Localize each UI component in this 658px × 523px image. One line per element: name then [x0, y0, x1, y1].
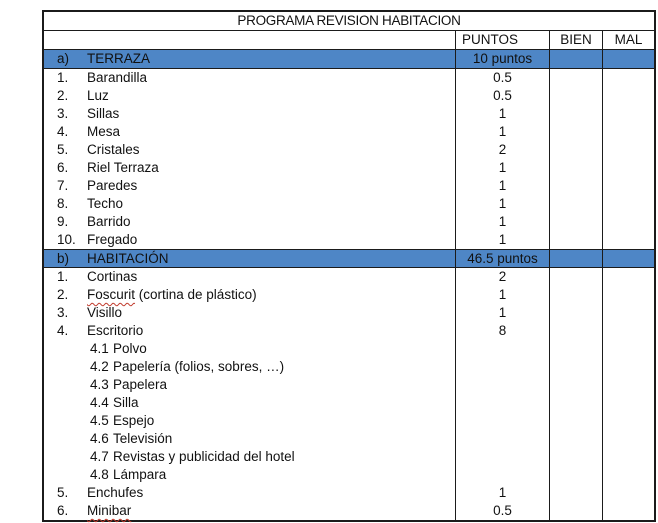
table-row [44, 69, 654, 87]
item-bien-cell[interactable] [549, 502, 602, 520]
item-cell [44, 322, 455, 340]
item-number: 6. [57, 503, 69, 518]
table-row [44, 141, 654, 159]
item-number: 10. [57, 232, 76, 247]
misspelled-word: Minibar [87, 503, 132, 518]
table-row [44, 213, 654, 231]
table-row [44, 502, 654, 520]
item-number: 4. [57, 124, 69, 139]
header-bien: BIEN [549, 31, 602, 49]
item-puntos [455, 466, 549, 484]
table-row [44, 394, 654, 412]
table-title-row [44, 12, 654, 31]
item-mal-cell[interactable] [602, 448, 654, 466]
table-row [44, 304, 654, 322]
item-puntos: 1 [455, 484, 549, 502]
item-puntos [455, 394, 549, 412]
item-label: Papelería (folios, sobres, …) [113, 359, 285, 374]
table-row [44, 87, 654, 105]
item-label: Espejo [113, 413, 155, 428]
item-puntos: 2 [455, 141, 549, 159]
item-number: 2. [57, 88, 69, 103]
item-bien-cell[interactable] [549, 358, 602, 376]
table-row [44, 286, 654, 304]
item-number: 1. [57, 269, 69, 284]
item-number: 8. [57, 196, 69, 211]
header-puntos: PUNTOS [455, 31, 549, 49]
table-row [44, 358, 654, 376]
item-puntos: 1 [455, 304, 549, 322]
item-number: 4.4 [90, 395, 109, 410]
item-mal-cell[interactable] [602, 502, 654, 520]
item-cell [44, 159, 455, 177]
item-puntos: 8 [455, 322, 549, 340]
item-cell [44, 430, 455, 448]
table-row [44, 268, 654, 286]
table-row [44, 466, 654, 484]
item-puntos: 0.5 [455, 502, 549, 520]
item-puntos: 1 [455, 177, 549, 195]
item-cell [44, 484, 455, 502]
table-row [44, 340, 654, 358]
item-cell [44, 412, 455, 430]
item-label: Enchufes [87, 485, 144, 500]
section-total-puntos: 46.5 puntos [455, 250, 549, 267]
item-puntos: 1 [455, 286, 549, 304]
item-label: Riel Terraza [87, 160, 159, 175]
item-number: 4.3 [90, 377, 109, 392]
table-row [44, 177, 654, 195]
table-row [44, 430, 654, 448]
table-row [44, 448, 654, 466]
item-number: 5. [57, 485, 69, 500]
section-mal-cell[interactable] [602, 250, 654, 267]
item-bien-cell[interactable] [549, 213, 602, 231]
table-row [44, 231, 654, 249]
item-bien-cell[interactable] [549, 412, 602, 430]
item-number: 4.2 [90, 359, 109, 374]
item-bien-cell[interactable] [549, 286, 602, 304]
item-puntos: 0.5 [455, 69, 549, 87]
item-label: Cortinas [87, 269, 138, 284]
table-row [44, 195, 654, 213]
item-bien-cell[interactable] [549, 141, 602, 159]
section-title-cell [44, 50, 455, 68]
table-row [44, 159, 654, 177]
item-bien-cell[interactable] [549, 376, 602, 394]
item-label: Revistas y publicidad del hotel [113, 449, 295, 464]
item-number: 4.6 [90, 431, 109, 446]
item-mal-cell[interactable] [602, 358, 654, 376]
item-mal-cell[interactable] [602, 466, 654, 484]
item-number: 3. [57, 305, 69, 320]
item-cell [44, 394, 455, 412]
item-label: Techo [87, 196, 124, 211]
item-label: Barandilla [87, 70, 148, 85]
item-bien-cell[interactable] [549, 448, 602, 466]
item-bien-cell[interactable] [549, 69, 602, 87]
item-puntos: 1 [455, 231, 549, 249]
item-cell [44, 502, 455, 520]
item-label: Televisión [113, 431, 173, 446]
item-bien-cell[interactable] [549, 322, 602, 340]
item-bien-cell[interactable] [549, 430, 602, 448]
item-label: Sillas [87, 106, 120, 121]
item-number: 4.8 [90, 467, 109, 482]
header-item-cell [44, 31, 455, 49]
item-mal-cell[interactable] [602, 159, 654, 177]
table-title: PROGRAMA REVISION HABITACION [237, 13, 461, 28]
item-cell [44, 466, 455, 484]
item-puntos: 2 [455, 268, 549, 286]
item-cell [44, 69, 455, 87]
item-number: 4. [57, 323, 69, 338]
table-header-row [44, 31, 654, 50]
section-name: HABITACIÓN [87, 251, 169, 266]
item-number: 5. [57, 142, 69, 157]
section-header-row [44, 50, 654, 69]
item-puntos: 1 [455, 213, 549, 231]
item-label: Paredes [87, 178, 138, 193]
item-mal-cell[interactable] [602, 394, 654, 412]
item-mal-cell[interactable] [602, 87, 654, 105]
item-bien-cell[interactable] [549, 231, 602, 249]
item-label: Mesa [87, 124, 121, 139]
item-label [87, 503, 131, 518]
item-bien-cell[interactable] [549, 466, 602, 484]
item-bien-cell[interactable] [549, 177, 602, 195]
table-row [44, 123, 654, 141]
item-mal-cell[interactable] [602, 484, 654, 502]
table-row [44, 484, 654, 502]
item-number: 7. [57, 178, 69, 193]
header-mal: MAL [602, 31, 654, 49]
item-number: 6. [57, 160, 69, 175]
item-bien-cell[interactable] [549, 340, 602, 358]
section-header-row [44, 249, 654, 268]
item-puntos: 1 [455, 159, 549, 177]
item-label: Escritorio [87, 323, 144, 338]
table-row [44, 322, 654, 340]
item-bien-cell[interactable] [549, 394, 602, 412]
item-cell [44, 141, 455, 159]
item-mal-cell[interactable] [602, 340, 654, 358]
section-marker: b) [57, 251, 70, 266]
item-label: Papelera [113, 377, 168, 392]
item-number: 3. [57, 106, 69, 121]
item-cell [44, 213, 455, 231]
item-mal-cell[interactable] [602, 268, 654, 286]
item-mal-cell[interactable] [602, 141, 654, 159]
table-row [44, 105, 654, 123]
item-bien-cell[interactable] [549, 268, 602, 286]
item-cell [44, 286, 455, 304]
item-puntos: 1 [455, 123, 549, 141]
item-bien-cell[interactable] [549, 123, 602, 141]
section-name: TERRAZA [87, 51, 151, 66]
item-mal-cell[interactable] [602, 213, 654, 231]
item-puntos: 0.5 [455, 87, 549, 105]
item-bien-cell[interactable] [549, 195, 602, 213]
section-total-puntos: 10 puntos [455, 50, 549, 68]
item-puntos: 1 [455, 105, 549, 123]
table-row [44, 376, 654, 394]
item-label: Barrido [87, 214, 131, 229]
item-mal-cell[interactable] [602, 69, 654, 87]
section-mal-cell[interactable] [602, 50, 654, 68]
item-mal-cell[interactable] [602, 286, 654, 304]
item-label: Visillo [87, 305, 123, 320]
item-cell [44, 304, 455, 322]
item-label: Polvo [113, 341, 147, 356]
item-cell [44, 268, 455, 286]
item-bien-cell[interactable] [549, 159, 602, 177]
item-mal-cell[interactable] [602, 304, 654, 322]
item-mal-cell[interactable] [602, 322, 654, 340]
item-label: Foscurit (cortina de plástico) [87, 287, 257, 302]
item-cell [44, 340, 455, 358]
room-revision-table [42, 10, 656, 522]
item-cell [44, 358, 455, 376]
item-cell [44, 376, 455, 394]
item-cell [44, 448, 455, 466]
item-mal-cell[interactable] [602, 430, 654, 448]
table-row [44, 412, 654, 430]
item-puntos [455, 358, 549, 376]
table-body [44, 50, 654, 520]
section-title-cell [44, 250, 455, 267]
item-number: 4.1 [90, 341, 109, 356]
item-cell [44, 105, 455, 123]
item-puntos: 1 [455, 195, 549, 213]
item-mal-cell[interactable] [602, 412, 654, 430]
item-cell [44, 177, 455, 195]
item-number: 2. [57, 287, 69, 302]
item-label: Luz [87, 88, 109, 103]
item-mal-cell[interactable] [602, 177, 654, 195]
item-label: Fregado [87, 232, 138, 247]
item-number: 1. [57, 70, 69, 85]
item-mal-cell[interactable] [602, 376, 654, 394]
item-bien-cell[interactable] [549, 87, 602, 105]
item-puntos [455, 448, 549, 466]
item-puntos [455, 412, 549, 430]
misspelled-word: Foscurit [87, 287, 136, 302]
section-marker: a) [57, 51, 70, 66]
item-mal-cell[interactable] [602, 105, 654, 123]
item-mal-cell[interactable] [602, 123, 654, 141]
item-mal-cell[interactable] [602, 231, 654, 249]
item-puntos [455, 376, 549, 394]
item-number: 4.7 [90, 449, 109, 464]
item-mal-cell[interactable] [602, 195, 654, 213]
item-puntos [455, 430, 549, 448]
section-bien-cell[interactable] [549, 250, 602, 267]
item-bien-cell[interactable] [549, 105, 602, 123]
item-puntos [455, 340, 549, 358]
item-cell [44, 123, 455, 141]
item-cell [44, 231, 455, 249]
item-label: Silla [113, 395, 139, 410]
section-bien-cell[interactable] [549, 50, 602, 68]
item-number: 4.5 [90, 413, 109, 428]
item-label: Cristales [87, 142, 140, 157]
item-label: Lámpara [113, 467, 167, 482]
item-number: 9. [57, 214, 69, 229]
item-bien-cell[interactable] [549, 484, 602, 502]
item-cell [44, 87, 455, 105]
item-cell [44, 195, 455, 213]
item-bien-cell[interactable] [549, 304, 602, 322]
